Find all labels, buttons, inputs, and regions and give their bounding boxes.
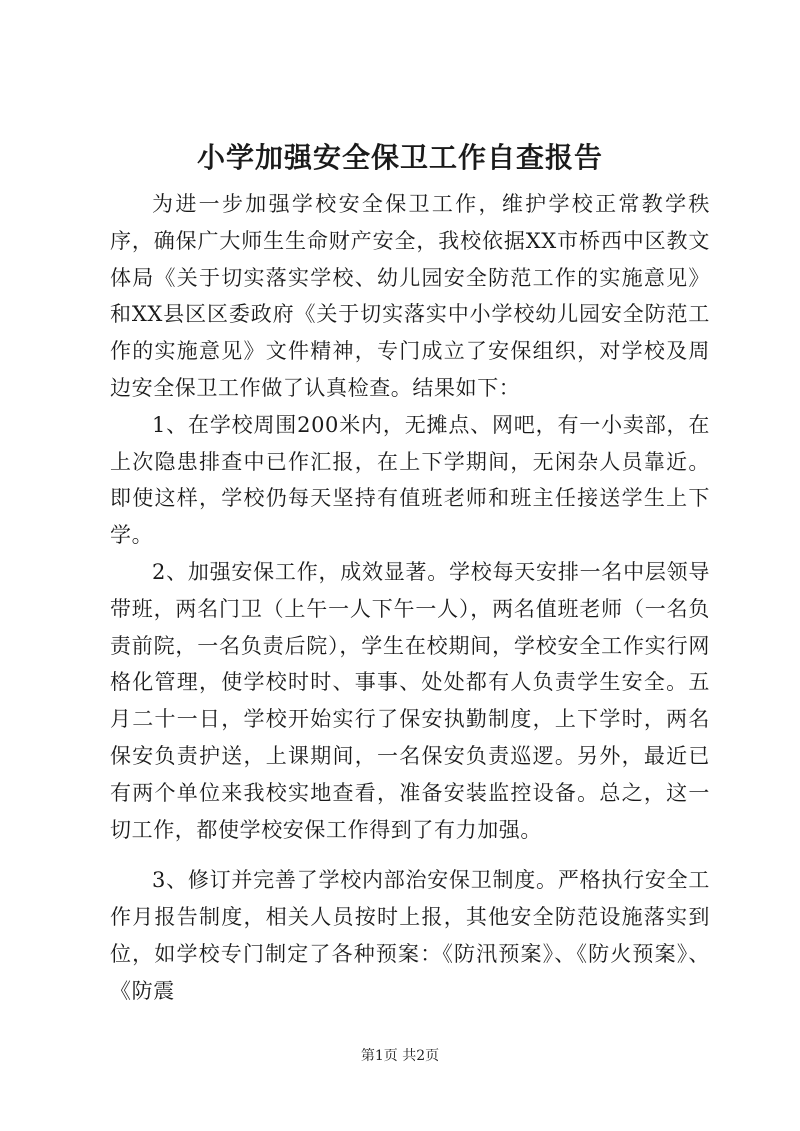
paragraph-item-2: 2、加强安保工作，成效显著。学校每天安排一名中层领导带班，两名门卫（上午一人下午一人），两名值班老师（一名负责前院，一名负责后院），学生在校期间，学校安全工作实行网格化管理，使学校时时、事事、处处都有人负责学生安全。五月二十一日，学校开始实行了保安执勤制度，上下学时，两名保安负责护送，上课期间，一名保安负责巡逻。另外，最近已有两个单位来我校实地查看，准备安装监控设备。总之，这一切工作，都使学校安保工作得到了有力加强。 (110, 559, 710, 842)
paragraph-item-1: 1、在学校周围200米内，无摊点、网吧，有一小卖部，在上次隐患排查中已作汇报，在上下学期间，无闲杂人员靠近。即使这样，学校仍每天坚持有值班老师和班主任接送学生上下学。 (110, 412, 710, 548)
paragraph-item-3: 3、修订并完善了学校内部治安保卫制度。严格执行安全工作月报告制度，相关人员按时上报，其他安全防范设施落实到位，如学校专门制定了各种预案：《防汛预案》、《防火预案》、《防震 (110, 868, 710, 1003)
paragraph-intro: 为进一步加强学校安全保卫工作，维护学校正常教学秩序，确保广大师生生命财产安全，我校依据XX市桥西中区教文体局《关于切实落实学校、幼儿园安全防范工作的实施意见》和XX县区区委政府《关于切实落实中小学校幼儿园安全防范工作的实施意见》文件精神，专门成立了安保组织，对学校及周边安全保卫工作做了认真检查。结果如下： (110, 192, 710, 400)
document-title: 小学加强安全保卫工作自查报告 (196, 141, 603, 174)
document-body (110, 186, 710, 1010)
page-number-footer: 第1页 共2页 (360, 1048, 440, 1064)
